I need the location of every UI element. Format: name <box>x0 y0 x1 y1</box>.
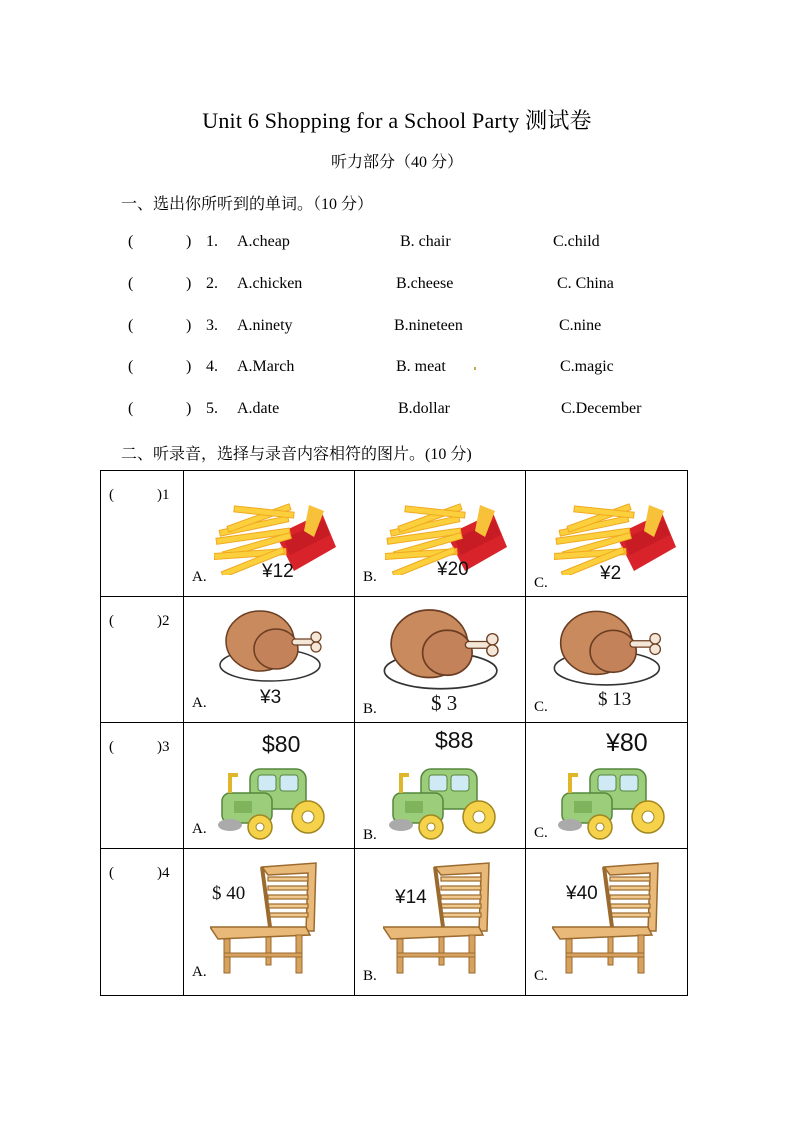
option-label: C. <box>534 825 548 841</box>
option-cell <box>526 597 688 723</box>
price-label: $ 3 <box>431 691 458 715</box>
chair-icon <box>383 861 493 977</box>
page-title: Unit 6 Shopping for a School Party 测试卷 <box>202 108 592 133</box>
option-cell <box>526 849 688 996</box>
answer-paren-open: ( <box>128 317 134 334</box>
table-row <box>101 849 688 996</box>
question-number: 5. <box>206 400 218 417</box>
option-cell <box>526 471 688 597</box>
answer-paren-close: ) <box>186 275 192 292</box>
chicken-icon <box>550 603 670 687</box>
price-label: ¥2 <box>600 563 622 584</box>
chair-icon <box>552 861 662 977</box>
option-b: B. chair <box>400 233 451 250</box>
question-number: )3 <box>157 739 170 755</box>
section-1-heading: 一、选出你所听到的单词。（10 分） <box>121 196 374 213</box>
option-cell <box>184 849 355 996</box>
option-cell <box>184 723 355 849</box>
answer-paren-open: ( <box>109 865 114 881</box>
option-label: A. <box>192 695 207 711</box>
option-b: B.cheese <box>396 275 454 292</box>
picture-choice-table <box>100 470 688 996</box>
option-a: A.March <box>237 358 295 375</box>
option-a: A.cheap <box>237 233 290 250</box>
option-cell <box>355 849 526 996</box>
price-label: ¥12 <box>262 561 294 582</box>
answer-paren-close: ) <box>186 358 192 375</box>
question-number: )2 <box>157 613 170 629</box>
chair-icon <box>210 861 320 977</box>
price-label: $88 <box>435 727 474 753</box>
price-label: $ 40 <box>212 883 246 904</box>
option-label: A. <box>192 569 207 585</box>
fries-icon <box>214 475 344 575</box>
option-a: A.date <box>237 400 280 417</box>
chicken-icon <box>218 603 328 683</box>
stray-mark <box>474 367 476 370</box>
option-label: B. <box>363 968 377 984</box>
option-cell <box>355 723 526 849</box>
option-label: A. <box>192 821 207 837</box>
answer-paren-open: ( <box>109 613 114 629</box>
table-row <box>101 597 688 723</box>
option-c: C.child <box>553 233 600 250</box>
tractor-icon <box>381 761 501 843</box>
option-label: C. <box>534 968 548 984</box>
option-c: C. China <box>557 275 614 292</box>
option-b: B.nineteen <box>394 317 463 334</box>
option-b: B. meat <box>396 358 446 375</box>
question-number: )4 <box>157 865 170 881</box>
table-row <box>101 471 688 597</box>
option-c: C.nine <box>559 317 602 334</box>
price-label: ¥3 <box>260 687 282 708</box>
option-label: C. <box>534 575 548 591</box>
price-label: ¥20 <box>437 559 469 580</box>
option-a: A.ninety <box>237 317 293 334</box>
option-c: C.December <box>561 400 642 417</box>
option-cell <box>184 597 355 723</box>
question-row <box>128 275 728 297</box>
page-subtitle: 听力部分（40 分） <box>330 154 463 171</box>
question-number: 3. <box>206 317 218 334</box>
question-number: 2. <box>206 275 218 292</box>
answer-paren-open: ( <box>128 400 134 417</box>
answer-paren-open: ( <box>128 358 134 375</box>
chicken-icon <box>379 601 509 691</box>
question-number: 4. <box>206 358 218 375</box>
fries-icon <box>554 475 684 575</box>
answer-paren-open: ( <box>128 233 134 250</box>
answer-paren-open: ( <box>109 487 114 503</box>
answer-paren-open: ( <box>128 275 134 292</box>
price-label: ¥14 <box>395 887 427 908</box>
tractor-icon <box>210 761 330 843</box>
answer-paren-close: ) <box>186 233 192 250</box>
option-b: B.dollar <box>398 400 450 417</box>
option-c: C.magic <box>560 358 614 375</box>
price-label: ¥40 <box>566 883 598 904</box>
option-label: B. <box>363 701 377 717</box>
option-cell <box>355 471 526 597</box>
price-label: ¥80 <box>606 729 648 757</box>
price-label: $ 13 <box>598 689 632 710</box>
option-a: A.chicken <box>237 275 303 292</box>
question-cell <box>101 849 184 996</box>
option-label: C. <box>534 699 548 715</box>
section-2-heading: 二、听录音，选择与录音内容相符的图片。(10 分) <box>121 446 472 463</box>
tractor-icon <box>550 761 670 843</box>
option-cell <box>184 471 355 597</box>
question-row <box>128 233 728 255</box>
answer-paren-open: ( <box>109 739 114 755</box>
answer-paren-close: ) <box>186 400 192 417</box>
option-cell <box>355 597 526 723</box>
option-label: A. <box>192 964 207 980</box>
answer-paren-close: ) <box>186 317 192 334</box>
question-row <box>128 400 728 422</box>
question-number: 1. <box>206 233 218 250</box>
option-label: B. <box>363 569 377 585</box>
question-number: )1 <box>157 487 170 503</box>
question-row <box>128 317 728 339</box>
option-cell <box>526 723 688 849</box>
question-cell <box>101 471 184 597</box>
question-cell <box>101 597 184 723</box>
question-cell <box>101 723 184 849</box>
table-row <box>101 723 688 849</box>
option-label: B. <box>363 827 377 843</box>
price-label: $80 <box>262 731 301 757</box>
question-row <box>128 358 728 380</box>
